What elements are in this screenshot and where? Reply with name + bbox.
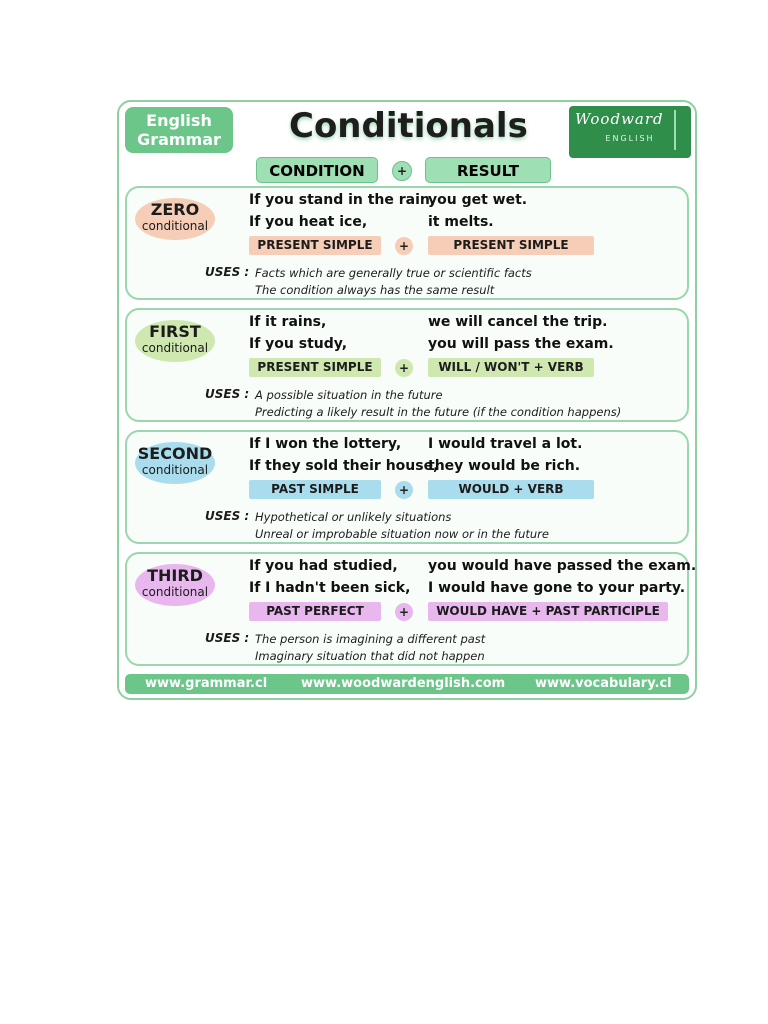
- section-first: [125, 308, 689, 422]
- section-second: [125, 430, 689, 544]
- result-example-1: I would travel a lot.: [428, 436, 583, 452]
- condition-form: PAST PERFECT: [249, 602, 381, 621]
- condition-example-2: If they sold their house,: [249, 458, 439, 474]
- plus-icon: +: [395, 359, 413, 377]
- use-2: Predicting a likely result in the future (if the condition happens): [255, 405, 622, 419]
- section-third: [125, 552, 697, 666]
- condition-form: PAST SIMPLE: [249, 480, 381, 499]
- badge-subtitle: conditional: [141, 219, 209, 233]
- use-2: The condition always has the same result: [255, 283, 495, 297]
- condition-header: CONDITION: [256, 157, 378, 183]
- result-example-2: it melts.: [428, 214, 494, 230]
- tag-line-1: English: [146, 111, 212, 130]
- tag-line-2: Grammar: [137, 130, 221, 149]
- footer-link-woodward[interactable]: www.woodwardenglish.com: [301, 676, 506, 691]
- badge-subtitle: conditional: [141, 585, 209, 599]
- section-zero: [125, 186, 689, 300]
- footer-links: [125, 674, 689, 694]
- badge-title: ZERO: [150, 200, 200, 219]
- footer-link-vocabulary[interactable]: www.vocabulary.cl: [535, 676, 672, 691]
- use-2: Unreal or improbable situation now or in the future: [255, 527, 549, 541]
- result-example-1: we will cancel the trip.: [428, 314, 608, 330]
- use-2: Imaginary situation that did not happen: [255, 649, 485, 663]
- result-example-1: you would have passed the exam.: [428, 558, 697, 574]
- result-form: WOULD HAVE + PAST PARTICIPLE: [428, 602, 668, 621]
- condition-example-2: If you heat ice,: [249, 214, 368, 230]
- result-form: WILL / WON'T + VERB: [428, 358, 594, 377]
- result-example-2: you will pass the exam.: [428, 336, 614, 352]
- use-1: Facts which are generally true or scientific facts: [255, 266, 532, 280]
- conditionals-poster: [117, 100, 697, 700]
- result-example-2: they would be rich.: [428, 458, 581, 474]
- badge-subtitle: conditional: [141, 463, 209, 477]
- footer-link-grammar[interactable]: www.grammar.cl: [145, 676, 268, 691]
- uses-label: USES :: [205, 265, 250, 279]
- condition-example-2: If you study,: [249, 336, 348, 352]
- condition-form: PRESENT SIMPLE: [249, 236, 381, 255]
- english-grammar-tag: [125, 107, 233, 153]
- second-badge: [135, 442, 215, 484]
- result-example-1: you get wet.: [428, 192, 528, 208]
- fern-icon: [674, 110, 686, 150]
- woodward-logo: [569, 106, 691, 158]
- badge-title: SECOND: [137, 444, 213, 463]
- plus-icon: +: [395, 481, 413, 499]
- plus-icon: +: [392, 161, 412, 181]
- use-1: A possible situation in the future: [255, 388, 443, 402]
- first-badge: [135, 320, 215, 362]
- logo-subtitle: ENGLISH: [605, 134, 655, 143]
- result-header: RESULT: [425, 157, 551, 183]
- use-1: The person is imagining a different past: [255, 632, 486, 646]
- condition-example-1: If you had studied,: [249, 558, 398, 574]
- condition-example-1: If I won the lottery,: [249, 436, 402, 452]
- zero-badge: [135, 198, 215, 240]
- condition-example-1: If you stand in the rain,: [249, 192, 436, 208]
- result-example-2: I would have gone to your party.: [428, 580, 686, 596]
- page-title: Conditionals: [289, 106, 528, 146]
- badge-subtitle: conditional: [141, 341, 209, 355]
- logo-brand: Woodward: [575, 110, 664, 128]
- plus-icon: +: [395, 603, 413, 621]
- result-form: WOULD + VERB: [428, 480, 594, 499]
- uses-label: USES :: [205, 509, 250, 523]
- condition-example-1: If it rains,: [249, 314, 327, 330]
- condition-form: PRESENT SIMPLE: [249, 358, 381, 377]
- uses-label: USES :: [205, 631, 250, 645]
- uses-label: USES :: [205, 387, 250, 401]
- badge-title: FIRST: [149, 322, 201, 341]
- plus-icon: +: [395, 237, 413, 255]
- result-form: PRESENT SIMPLE: [428, 236, 594, 255]
- condition-example-2: If I hadn't been sick,: [249, 580, 411, 596]
- third-badge: [135, 564, 215, 606]
- use-1: Hypothetical or unlikely situations: [255, 510, 452, 524]
- badge-title: THIRD: [147, 566, 203, 585]
